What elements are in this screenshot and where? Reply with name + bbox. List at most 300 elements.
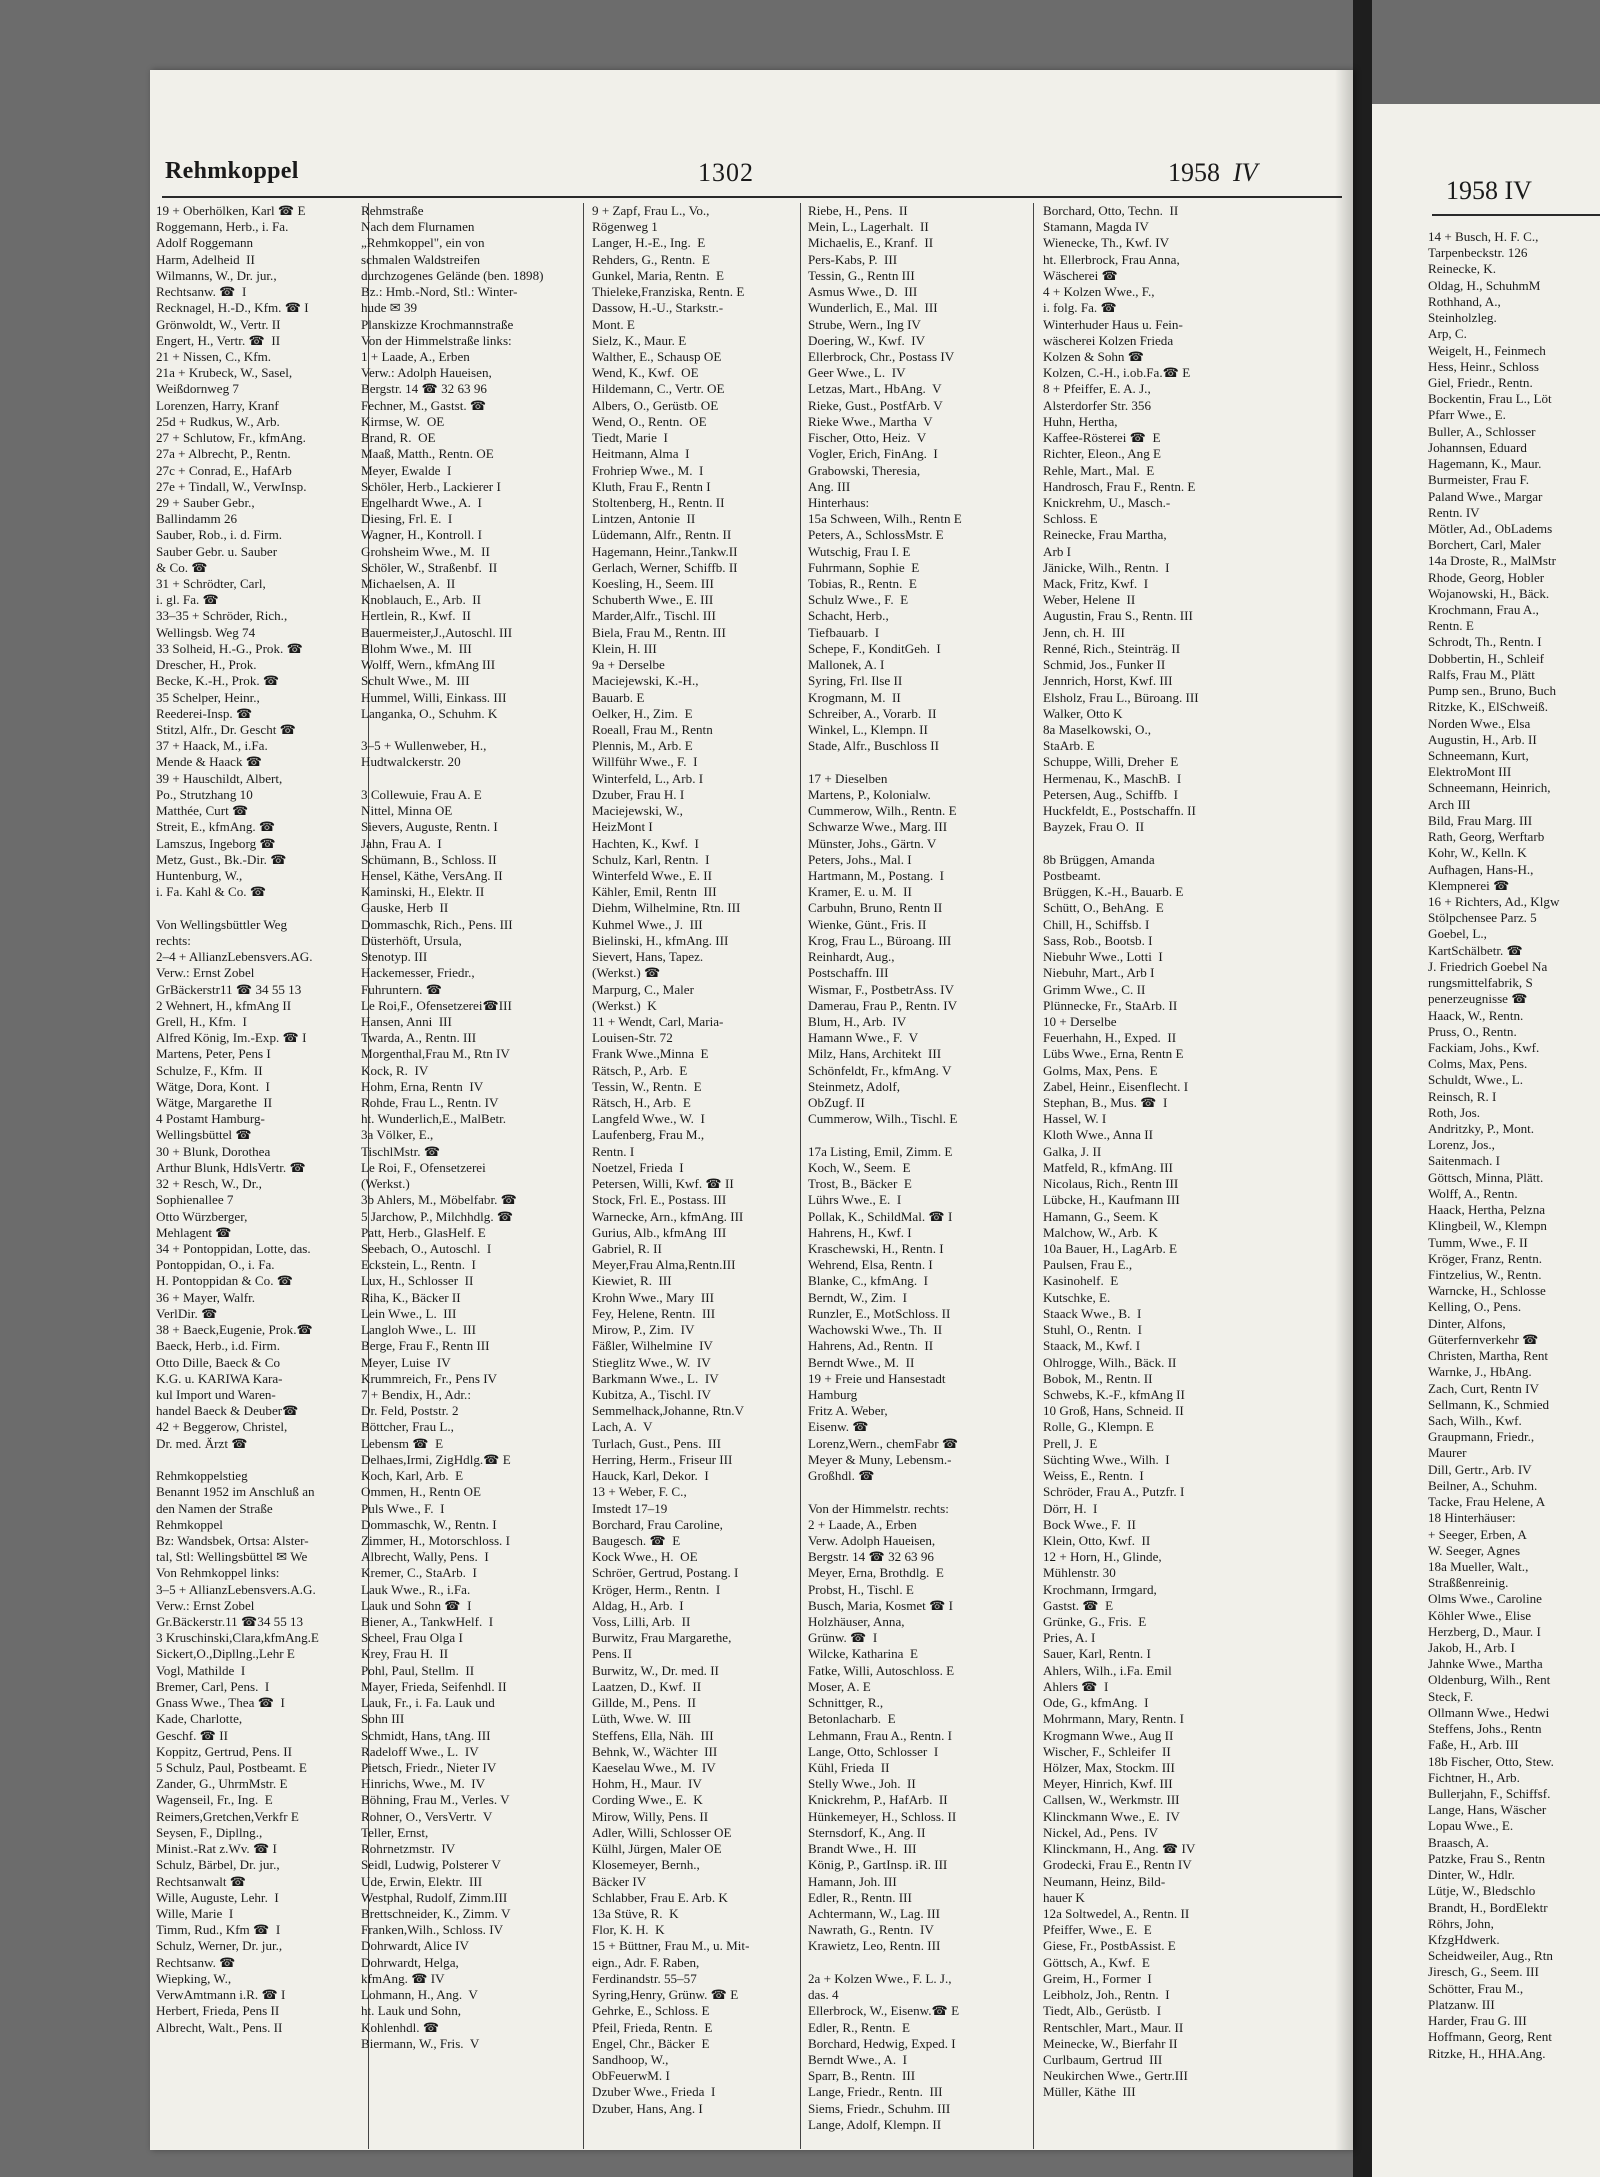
directory-line: 3b Ahlers, M., Möbelfabr. ☎ (361, 1192, 517, 1208)
directory-line: Brüggen, K.-H., Bauarb. E (1043, 884, 1184, 900)
directory-line: Grell, H., Kfm. I (156, 1013, 247, 1029)
directory-line: Semmelhack,Johanne, Rtn.V (592, 1403, 745, 1419)
directory-line: Röhrs, John, (1428, 1915, 1494, 1931)
directory-line: Dr. Feld, Poststr. 2 (361, 1403, 459, 1419)
directory-line: Sielz, K., Maur. E (592, 332, 687, 348)
directory-line: Ude, Erwin, Elektr. III (361, 1873, 483, 1889)
directory-line: 30 + Blunk, Dorothea (156, 1143, 271, 1159)
directory-line: Fatke, Willi, Autoschloss. E (808, 1662, 955, 1678)
directory-line: Koch, W., Seem. E (808, 1159, 911, 1175)
directory-line: Kröger, Herm., Rentn. I (592, 1581, 721, 1597)
directory-line: i. gl. Fa. ☎ (156, 592, 219, 608)
directory-line: Carbuhn, Bruno, Rentn II (808, 900, 943, 916)
directory-line: Roggemann, Herb., i. Fa. (156, 219, 289, 235)
directory-line: Milz, Hans, Architekt III (808, 1046, 942, 1062)
directory-line: Jennrich, Horst, Kwf. III (1043, 673, 1173, 689)
directory-line: Düsterhöft, Ursula, (361, 932, 462, 948)
directory-line: Strube, Wern., Ing IV (808, 316, 921, 332)
directory-line: Bauermeister,J.,Autoschl. III (361, 624, 513, 640)
directory-line: Schulze, F., Kfm. II (156, 1062, 263, 1078)
directory-line: 27 + Schlutow, Fr., kfmAng. (156, 430, 306, 446)
directory-line: Eisenw. ☎ (808, 1419, 869, 1435)
directory-line: Noetzel, Frieda I (592, 1159, 684, 1175)
directory-line: 11 + Wendt, Carl, Maria- (592, 1013, 724, 1029)
directory-line: Lauk, Fr., i. Fa. Lauk und (361, 1695, 495, 1711)
directory-line: Kröger, Franz, Rentn. (1428, 1250, 1543, 1266)
directory-line: Cording Wwe., E. K (592, 1792, 703, 1808)
directory-line: Arch III (1428, 796, 1471, 812)
directory-line: Ritzke, K., ElSchweiß. (1428, 699, 1549, 715)
directory-line: Hamann, Joh. III (808, 1873, 897, 1889)
directory-line: Kramer, E. u. M. II (808, 884, 912, 900)
directory-line: Sellmann, K., Schmied (1428, 1396, 1550, 1412)
directory-line: Güterfernverkehr ☎ (1428, 1331, 1539, 1347)
directory-line: Lange, Otto, Schlosser I (808, 1743, 939, 1759)
directory-line: Hahrens, Ad., Rentn. II (808, 1338, 934, 1354)
directory-line: 36 + Mayer, Walfr. (156, 1289, 256, 1305)
directory-line: Michaelsen, A. II (361, 576, 456, 592)
directory-line: Sophienallee 7 (156, 1192, 234, 1208)
directory-line: ht. Ellerbrock, Frau Anna, (1043, 251, 1180, 267)
directory-line: Kolzen, C.-H., i.ob.Fa.☎ E (1043, 365, 1191, 381)
directory-line: Lange, Hans, Wäscher (1428, 1802, 1547, 1818)
directory-line: Gastst. ☎ E (1043, 1597, 1114, 1613)
directory-line: Rieke Wwe., Martha V (808, 413, 933, 429)
directory-line: Engert, H., Vertr. ☎ II (156, 332, 281, 348)
directory-line: Beilner, A., Schuhm. (1428, 1477, 1538, 1493)
directory-line: Dobbertin, H., Schleif (1428, 650, 1545, 666)
header-rule (162, 196, 1342, 198)
directory-line: Rögenweg 1 (592, 219, 658, 235)
directory-line: Willführ Wwe., F. I (592, 754, 698, 770)
directory-line: Kaffee-Rösterei ☎ E (1043, 430, 1161, 446)
directory-line: Kremer, C., StaArb. I (361, 1565, 477, 1581)
directory-line: Lorenzen, Harry, Kranf (156, 397, 279, 413)
directory-line: Huhn, Hertha, (1043, 413, 1118, 429)
directory-line: Reinsch, R. I (1428, 1088, 1497, 1104)
directory-line: Roeall, Frau M., Rentn (592, 722, 713, 737)
directory-line: Frank Wwe.,Minna E (592, 1046, 709, 1062)
page-edge-shadow (1335, 70, 1353, 2150)
directory-line: Sparr, B., Rentn. III (808, 2068, 916, 2084)
directory-line: 2a + Kolzen Wwe., F. L. J., (808, 1970, 952, 1986)
directory-line: Malchow, W., Arb. K (1043, 1224, 1158, 1240)
directory-line: KartSchälbetr. ☎ (1428, 942, 1523, 958)
directory-line: Buller, A., Schlosser (1428, 423, 1536, 439)
directory-line: Mehlagent ☎ (156, 1224, 232, 1240)
directory-line: (Werkst.) ☎ (592, 965, 661, 981)
directory-line: Hahrens, H., Kwf. I (808, 1224, 912, 1240)
directory-line: Puls Wwe., F. I (361, 1500, 445, 1516)
directory-line: Krochmann, Frau A., (1428, 602, 1539, 618)
directory-line: 7 + Bendix, H., Adr.: (361, 1386, 471, 1402)
directory-line: Herzberg, D., Maur. I (1428, 1623, 1541, 1639)
directory-line: Lütje, W., Bledschlo (1428, 1883, 1536, 1899)
directory-line: Wend, K., Kwf. OE (592, 365, 699, 381)
directory-line: Kutschke, E. (1043, 1289, 1111, 1305)
right-page-header: 1958 IV (1446, 176, 1532, 205)
directory-line: 15a Schween, Wilh., Rentn E (808, 511, 962, 527)
directory-line: 4 + Kolzen Wwe., F., (1043, 284, 1155, 300)
directory-line: Burwitz, Frau Margarethe, (592, 1630, 732, 1646)
directory-line (361, 771, 558, 787)
directory-line: Neumann, Heinz, Bild- (1043, 1873, 1166, 1889)
directory-line: Otto Dille, Baeck & Co (156, 1354, 281, 1370)
directory-line: Grönwoldt, W., Vertr. II (156, 316, 281, 332)
directory-line: Wischer, F., Schleifer II (1043, 1743, 1171, 1759)
directory-line: 2 Wehnert, H., kfmAng II (156, 997, 292, 1013)
book-gutter (1353, 0, 1372, 2177)
directory-line: Meyer & Muny, Lebensm.- (808, 1451, 952, 1467)
column-4 (808, 203, 1008, 2133)
directory-line: Hauck, Karl, Dekor. I (592, 1468, 709, 1484)
directory-line: Marder,Alfr., Tischl. III (592, 608, 716, 624)
directory-line: Arthur Blunk, HdlsVertr. ☎ (156, 1159, 306, 1175)
directory-line: 3 Kruschinski,Clara,kfmAng.E (156, 1630, 319, 1646)
directory-line: Thieleke,Franziska, Rentn. E (592, 284, 745, 300)
directory-line: das. 4 (808, 1987, 839, 2003)
directory-line: Vogler, Erich, FinAng. I (808, 446, 938, 462)
directory-line: Stölpchensee Parz. 5 (1428, 910, 1537, 926)
directory-line: Wunderlich, E., Mal. III (808, 300, 938, 316)
directory-line: Martens, P., Kolonialw. (808, 786, 931, 802)
directory-line: Leibholz, Joh., Rentn. I (1043, 1987, 1170, 2003)
directory-line: Von der Himmelstr. rechts: (808, 1500, 949, 1516)
directory-line: Zimmer, H., Motorschloss. I (361, 1532, 510, 1548)
directory-line: Kolzen & Sohn ☎ (1043, 348, 1145, 364)
directory-line: Kasinohelf. E (1043, 1273, 1119, 1289)
directory-line: Betonlacharb. E (808, 1711, 896, 1727)
directory-line: Biermann, W., Fris. V (361, 2035, 480, 2051)
directory-line: Wätge, Margarethe II (156, 1095, 273, 1111)
page-year (1168, 158, 1258, 188)
directory-line: Westphal, Rudolf, Zimm.III (361, 1889, 508, 1905)
directory-line: Meyer, Erna, Brothdlg. E (808, 1565, 944, 1581)
directory-line: Gillde, M., Pens. II (592, 1695, 697, 1711)
directory-line: Dinter, Alfons, (1428, 1315, 1506, 1331)
directory-line: Cummerow, Wilh., Tischl. E (808, 1111, 958, 1127)
directory-line: Koesling, H., Seem. III (592, 576, 714, 592)
directory-line: Oldenburg, Wilh., Rent (1428, 1672, 1551, 1688)
directory-line: Dohrwardt, Alice IV (361, 1938, 469, 1954)
directory-line: Fuhrmann, Sophie E (808, 559, 920, 575)
directory-line: Meyer, Hinrich, Kwf. III (1043, 1776, 1173, 1792)
directory-line: Kühl, Frieda II (808, 1760, 890, 1775)
directory-line: Damerau, Frau P., Rentn. IV (808, 997, 958, 1013)
directory-line: Scheidweiler, Aug., Rtn (1428, 1948, 1553, 1964)
directory-line: Matfeld, R., kfmAng. III (1043, 1159, 1173, 1175)
directory-line: Rechtsanwalt ☎ (156, 1873, 247, 1889)
directory-line: 21 + Nissen, C., Kfm. (156, 348, 272, 364)
directory-line: Huntenburg, W., (156, 867, 243, 883)
directory-line: Kloth Wwe., Anna II (1043, 1127, 1153, 1143)
directory-line: Steinmetz, Adolf, (808, 1078, 901, 1094)
directory-line: Edler, R., Rentn. E (808, 2019, 911, 2035)
directory-line: Wilcke, Katharina E (808, 1646, 918, 1662)
directory-line: Walker, Otto K (1043, 705, 1123, 721)
directory-line: Ahlers ☎ I (1043, 1678, 1109, 1694)
directory-line: Kirmse, W. OE (361, 413, 445, 429)
directory-line: Rehders, G., Rentn. E (592, 251, 710, 267)
directory-line: Sauer, Karl, Rentn. I (1043, 1646, 1151, 1662)
directory-line: Lein Wwe., L. III (361, 1305, 457, 1321)
directory-line: Maaß, Matth., Rentn. OE (361, 446, 494, 462)
directory-line: 3a Völker, E., (361, 1127, 434, 1143)
directory-line: Lux, H., Schlosser II (361, 1273, 474, 1289)
directory-line: Pfeil, Frieda, Rentn. E (592, 2019, 713, 2035)
directory-line: Schulz, Karl, Rentn. I (592, 851, 710, 867)
directory-line: Louisen-Str. 72 (592, 1030, 673, 1046)
directory-line: 8a Maselkowski, O., (1043, 722, 1152, 737)
directory-line: Fuhruntern. ☎ (361, 981, 443, 997)
directory-line: Diehm, Wilhelmine, Rtn. III (592, 900, 741, 916)
directory-line: Postschaffn. III (808, 965, 889, 981)
directory-line: 10 Groß, Hans, Schneid. II (1043, 1403, 1184, 1419)
directory-line: 5 Schulz, Paul, Postbeamt. E (156, 1760, 307, 1775)
directory-line: Steck, F. (1428, 1688, 1474, 1704)
right-page (1372, 104, 1600, 2177)
directory-line: Pietsch, Friedr., Nieter IV (361, 1760, 497, 1775)
directory-line: Klein, H. III (592, 640, 657, 656)
directory-line: Rehmkoppelstieg (156, 1468, 248, 1484)
directory-line: Schepe, F., KonditGeh. I (808, 640, 941, 656)
directory-line: Ferdinandstr. 55–57 (592, 1970, 697, 1986)
directory-line: Sass, Rob., Bootsb. I (1043, 932, 1153, 948)
directory-line: Nicolaus, Rich., Rentn III (1043, 1176, 1179, 1192)
directory-line: Stoltenberg, H., Rentn. II (592, 494, 725, 510)
directory-line: 35 Schelper, Heinr., (156, 689, 260, 705)
directory-line: Handrosch, Frau F., Rentn. E (1043, 478, 1196, 494)
directory-line: wäscherei Kolzen Frieda (1043, 332, 1174, 348)
directory-line: Eckstein, L., Rentn. I (361, 1257, 476, 1273)
directory-line: 14 + Busch, H. F. C., (1428, 229, 1539, 244)
directory-line: 16 + Richters, Ad., Klgw (1428, 893, 1560, 909)
directory-line: Biener, A., TankwHelf. I (361, 1614, 494, 1630)
directory-line: Lorenz,Wern., chemFabr ☎ (808, 1435, 959, 1451)
directory-line: Meyer, Ewalde I (361, 462, 452, 478)
directory-line: Köhler Wwe., Elise (1428, 1607, 1532, 1623)
directory-line: Busch, Maria, Kosmet ☎ I (808, 1597, 954, 1613)
directory-line: Vogl, Mathilde I (156, 1662, 246, 1678)
directory-line: Sach, Wilh., Kwf. (1428, 1412, 1522, 1428)
directory-line: Edler, R., Rentn. III (808, 1889, 912, 1905)
directory-line: Tiedt, Marie I (592, 430, 668, 446)
directory-line: Biela, Frau M., Rentn. III (592, 624, 726, 640)
directory-line: Platzanw. III (1428, 1996, 1495, 2012)
directory-line: Hünkemeyer, H., Schloss. II (808, 1808, 957, 1824)
directory-line: Sohn III (361, 1711, 405, 1727)
directory-line: Kohlenhdl. ☎ (361, 2019, 440, 2035)
directory-line: 38 + Baeck,Eugenie, Prok.☎ (156, 1322, 313, 1338)
directory-line: Schütt, O., BehAng. E (1043, 900, 1164, 916)
directory-line (808, 754, 1008, 770)
directory-line: Oldag, H., SchuhmM (1428, 277, 1541, 293)
directory-line: Mühlenstr. 30 (1043, 1565, 1116, 1581)
directory-line: Feuerhahn, H., Exped. II (1043, 1030, 1177, 1046)
directory-line: ht. Wunderlich,E., MalBetr. (361, 1111, 507, 1127)
directory-line: Goebel, L., (1428, 926, 1487, 942)
directory-line: Matthée, Curt ☎ (156, 803, 249, 819)
directory-line: Sievert, Hans, Tapez. (592, 949, 704, 965)
directory-line: Runzler, E., MotSchloss. II (808, 1305, 951, 1321)
directory-line: Klinckmann Wwe., E. IV (1043, 1808, 1180, 1824)
directory-line: Behnk, W., Wächter III (592, 1743, 718, 1759)
directory-line: Straßßenreinig. (1428, 1575, 1509, 1591)
directory-line: Hagemann, Heinr.,Tankw.II (592, 543, 738, 559)
directory-line: (Werkst.) K (592, 997, 657, 1013)
directory-line: Wiepking, W., (156, 1970, 232, 1986)
directory-line: Kelling, O., Pens. (1428, 1299, 1522, 1315)
directory-line: Nawrath, G., Rentn. IV (808, 1922, 934, 1938)
directory-line: Wille, Auguste, Lehr. I (156, 1889, 279, 1905)
directory-line: Fey, Helene, Rentn. III (592, 1305, 716, 1321)
directory-line: Stieglitz Wwe., W. IV (592, 1354, 711, 1370)
directory-line: Kock, R. IV (361, 1062, 429, 1078)
directory-line: Engelhardt Wwe., A. I (361, 494, 482, 510)
directory-line: Hudtwalckerstr. 20 (361, 754, 461, 770)
directory-line: Verw. Adolph Haueisen, (808, 1532, 936, 1548)
directory-line: Kohr, W., Kelln. K (1428, 845, 1527, 861)
directory-line: Wienke, Günt., Fris. II (808, 916, 927, 932)
directory-line: Petersen, Willi, Kwf. ☎ II (592, 1176, 734, 1192)
directory-line: Rohrnetzmstr. IV (361, 1841, 456, 1857)
directory-line: Dommaschk, Rich., Pens. III (361, 916, 513, 932)
directory-line: 34 + Pontoppidan, Lotte, das. (156, 1241, 311, 1256)
directory-line: Staack Wwe., B. I (1043, 1305, 1142, 1321)
directory-line: Lebensm ☎ E (361, 1435, 444, 1451)
directory-line: Schneemann, Heinrich, (1428, 780, 1551, 796)
directory-line: Koppitz, Gertrud, Pens. II (156, 1743, 293, 1759)
directory-line: Knickrehm, P., HafArb. II (808, 1792, 948, 1808)
directory-line: Dzuber, Frau H. I (592, 786, 685, 802)
directory-line: Krog, Frau L., Büroang. III (808, 932, 952, 948)
directory-line: Nickel, Ad., Pens. IV (1043, 1824, 1158, 1840)
directory-line: Syring, Frl. Ilse II (808, 673, 903, 689)
directory-line: Flor, K. H. K (592, 1922, 665, 1938)
directory-line: Trost, B., Bäcker E (808, 1176, 912, 1192)
directory-line: Mirow, Willy, Pens. II (592, 1808, 709, 1824)
directory-line: 3–5 + Wullenweber, H., (361, 738, 487, 754)
directory-line: Hansen, Anni III (361, 1013, 452, 1029)
directory-line: GrBäckerstr11 ☎ 34 55 13 (156, 981, 302, 997)
directory-line: Tarpenbeckstr. 126 (1428, 245, 1528, 261)
directory-line: Ang. III (808, 478, 851, 494)
directory-line: Huckfeldt, E., Postschaffn. II (1043, 803, 1196, 819)
directory-line: Ballindamm 26 (156, 511, 238, 527)
directory-line: Brettschneider, K., Zimm. V (361, 1905, 511, 1921)
directory-line: Golms, Max, Pens. E (1043, 1062, 1158, 1078)
directory-line: Krochmann, Irmgard, (1043, 1581, 1157, 1597)
directory-line: Mende & Haack ☎ (156, 754, 263, 770)
directory-line: durchzogenes Gelände (ben. 1898) (361, 267, 544, 283)
directory-line: Adolf Roggemann (156, 235, 254, 251)
directory-line: Schreiber, A., Vorarb. II (808, 705, 937, 721)
directory-line: Von der Himmelstraße links: (361, 332, 512, 348)
directory-line: Minist.-Rat z.Wv. ☎ I (156, 1841, 277, 1857)
directory-line: Twarda, A., Rentn. III (361, 1030, 477, 1046)
directory-line: Schröer, Gertrud, Postang. I (592, 1565, 739, 1581)
directory-line: Bergstr. 14 ☎ 32 63 96 (808, 1549, 934, 1565)
directory-line: Borchert, Carl, Maler (1428, 537, 1541, 553)
directory-line: Dill, Gertr., Arb. IV (1428, 1461, 1532, 1477)
directory-line: Lübcke, H., Kaufmann III (1043, 1192, 1180, 1208)
directory-line: Schuldt, Wwe., L. (1428, 1072, 1524, 1088)
directory-line: Wille, Marie I (156, 1905, 234, 1921)
directory-line: Kluth, Frau F., Rentn I (592, 478, 711, 494)
directory-line: Rolle, G., Klempn. E (1043, 1419, 1154, 1435)
directory-line: Timm, Rud., Kfm ☎ I (156, 1922, 281, 1938)
directory-line: Weiss, E., Rentn. I (1043, 1468, 1144, 1484)
directory-line: Lüth, Wwe. W. III (592, 1711, 692, 1727)
directory-line: Kaeselau Wwe., M. IV (592, 1760, 716, 1775)
directory-line: Kraschewski, H., Rentn. I (808, 1241, 944, 1256)
directory-line: Pohl, Paul, Stellm. II (361, 1662, 475, 1678)
directory-line: Tessin, G., Rentn III (808, 267, 915, 283)
directory-line: Barkmann Wwe., L. IV (592, 1370, 719, 1386)
directory-line: 21a + Krubeck, W., Sasel, (156, 365, 293, 381)
directory-line: Callsen, W., Werkmstr. III (1043, 1792, 1180, 1808)
directory-line: Metz, Gust., Bk.-Dir. ☎ (156, 851, 287, 867)
directory-line: ElektroMont III (1428, 764, 1512, 780)
directory-line: Tiedt, Alb., Gerüstb. I (1043, 2003, 1162, 2019)
directory-line: Kade, Charlotte, (156, 1711, 243, 1727)
directory-line: Rätsch, H., Arb. E (592, 1095, 691, 1111)
directory-line: Probst, H., Tischl. E (808, 1581, 914, 1597)
directory-line: ObZugf. II (808, 1095, 865, 1111)
directory-line: Wehrend, Elsa, Rentn. I (808, 1257, 933, 1273)
directory-line: Hinterhaus: (808, 494, 870, 510)
directory-line: Albrecht, Walt., Pens. II (156, 2019, 283, 2035)
directory-line: 33–35 + Schröder, Rich., (156, 608, 288, 624)
directory-line: Hölzer, Max, Stockm. III (1043, 1760, 1175, 1775)
directory-line: Meyer,Frau Alma,Rentn.III (592, 1257, 736, 1273)
directory-line: Lorenz, Jos., (1428, 1137, 1495, 1153)
directory-line: Bäcker IV (592, 1873, 647, 1889)
directory-line: & Co. ☎ (156, 559, 208, 575)
directory-line: Dinter, W., Hdlr. (1428, 1867, 1515, 1883)
directory-line: Renné, Rich., Steinträg. II (1043, 640, 1181, 656)
directory-line: Reederei-Insp. ☎ (156, 705, 253, 721)
directory-line: Schulz, Werner, Dr. jur., (156, 1938, 283, 1954)
directory-line: hauer K (1043, 1889, 1085, 1905)
directory-line: Külhl, Jürgen, Maler OE (592, 1841, 722, 1857)
directory-line (361, 722, 558, 738)
left-page (150, 70, 1353, 2150)
directory-line (808, 1484, 1008, 1500)
directory-line: Herbert, Frieda, Pens II (156, 2003, 280, 2019)
directory-line: 14a Droste, R., MalMstr (1428, 553, 1557, 569)
directory-line: Andritzky, P., Mont. (1428, 1121, 1535, 1137)
directory-line: Kuhmel Wwe., J. III (592, 916, 703, 932)
directory-line: 10a Bauer, H., LagArb. E (1043, 1241, 1178, 1256)
directory-line: Achtermann, W., Lag. III (808, 1905, 940, 1921)
directory-line: Sickert,O.,Dipllng.,Lehr E (156, 1646, 295, 1662)
directory-line: 31 + Schrödter, Carl, (156, 576, 266, 592)
directory-line: Voss, Lilli, Arb. II (592, 1614, 691, 1630)
directory-line: Bock Wwe., F. II (1043, 1516, 1136, 1532)
directory-line: Ode, G., kfmAng. I (1043, 1695, 1149, 1711)
directory-line: schmalen Waldstreifen (361, 251, 481, 267)
year-text: 1958 (1168, 158, 1220, 187)
directory-line: Klinckmann, H., Ang. ☎ IV (1043, 1841, 1196, 1857)
directory-line: Kiewiet, R. III (592, 1273, 672, 1289)
directory-line: Dzuber Wwe., Frieda I (592, 2084, 716, 2100)
directory-line: Streit, E., kfmAng. ☎ (156, 819, 276, 835)
directory-line: rungsmittelfabrik, S (1428, 975, 1533, 991)
directory-line: 10 + Derselbe (1043, 1013, 1117, 1029)
directory-line: Holzhäuser, Anna, (808, 1614, 905, 1630)
directory-line: Bild, Frau Marg. III (1428, 812, 1533, 828)
